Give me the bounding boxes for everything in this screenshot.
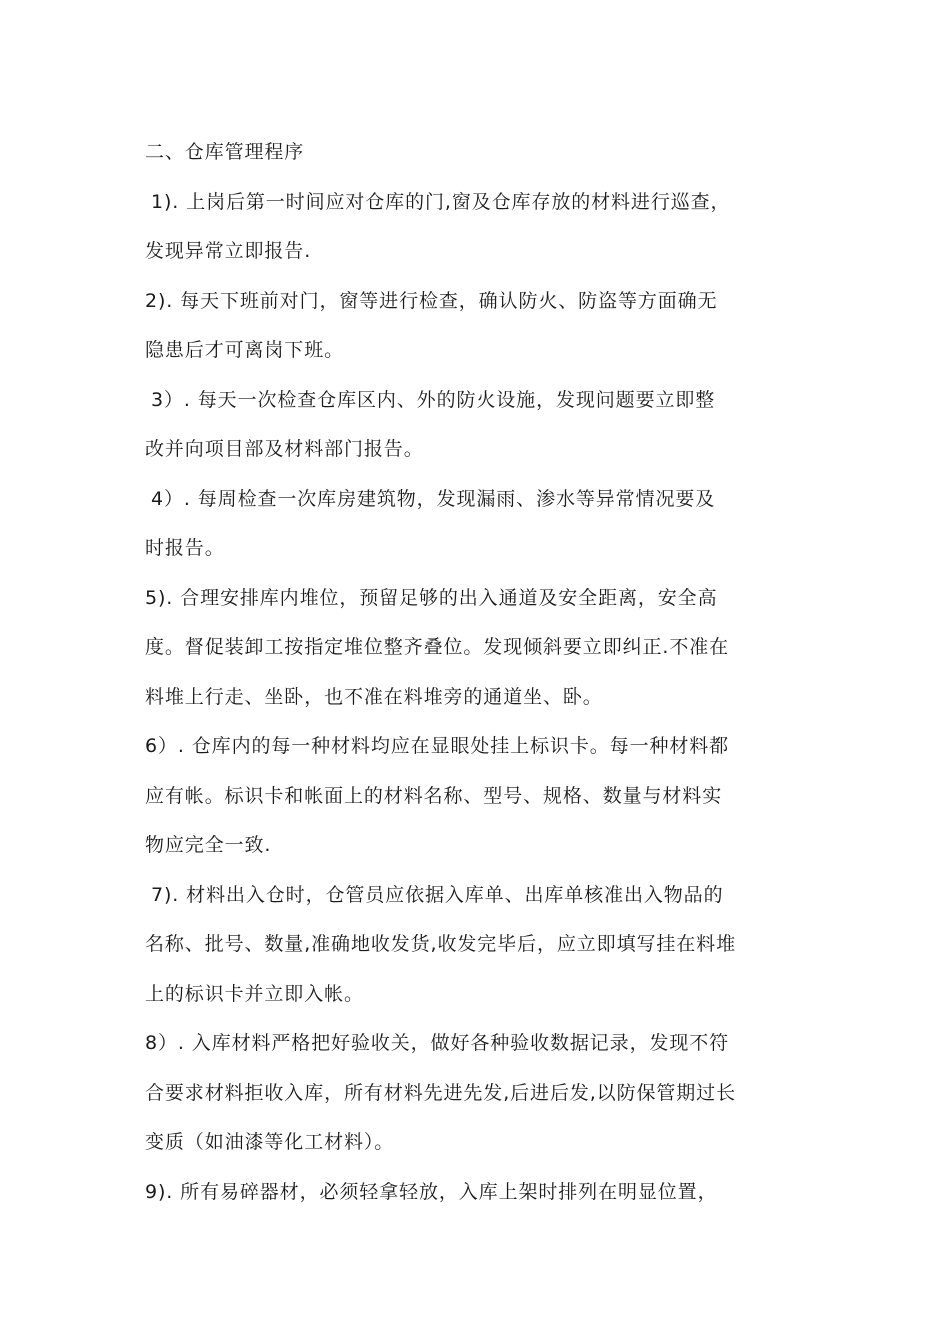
text-line: 9). 所有易碎器材，必须轻拿轻放，入库上架时排列在明显位置， — [145, 1180, 718, 1203]
text-line: 物应完全一致. — [145, 834, 272, 856]
text-line: 度。督促装卸工按指定堆位整齐叠位。发现倾斜要立即纠正.不准在 — [145, 636, 730, 658]
text-line: 3）. 每天一次检查仓库区内、外的防火设施，发现问题要立即整 — [151, 388, 716, 411]
text-line: 发现异常立即报告. — [145, 240, 312, 262]
text-line: 时报告。 — [145, 537, 225, 559]
text-line: 6）. 仓库内的每一种材料均应在显眼处挂上标识卡。每一种材料都 — [145, 735, 730, 757]
text-line: 应有帐。标识卡和帐面上的材料名称、型号、规格、数量与材料实 — [145, 784, 723, 807]
text-line: 7). 材料出入仓时，仓管员应依据入库单、出库单核准出入物品的 — [151, 883, 724, 906]
text-line: 1). 上岗后第一时间应对仓库的门,窗及仓库存放的材料进行巡查， — [151, 190, 731, 213]
text-line: 变质（如油漆等化工材料）。 — [145, 1131, 395, 1153]
text-line: 合要求材料拒收入库，所有材料先进先发,后进后发,以防保管期过长 — [145, 1081, 736, 1104]
text-line: 上的标识卡并立即入帐。 — [145, 982, 364, 1005]
text-line: 2). 每天下班前对门，窗等进行检查，确认防火、防盗等方面确无 — [145, 289, 718, 312]
text-line: 改并向项目部及材料部门报告。 — [145, 438, 424, 460]
section-heading: 二、仓库管理程序 — [145, 141, 305, 163]
text-line: 名称、批号、数量,准确地收发货,收发完毕后，应立即填写挂在料堆 — [145, 933, 736, 955]
text-line: 8）. 入库材料严格把好验收关，做好各种验收数据记录，发现不符 — [145, 1032, 730, 1054]
text-line: 5). 合理安排库内堆位，预留足够的出入通道及安全距离，安全高 — [145, 586, 718, 609]
document-page — [145, 128, 815, 1217]
text-line: 料堆上行走、坐卧，也不准在料堆旁的通道坐、卧。 — [145, 685, 603, 708]
text-line: 隐患后才可离岗下班。 — [145, 339, 345, 361]
text-line: 4）. 每周检查一次库房建筑物，发现漏雨、渗水等异常情况要及 — [151, 487, 716, 510]
